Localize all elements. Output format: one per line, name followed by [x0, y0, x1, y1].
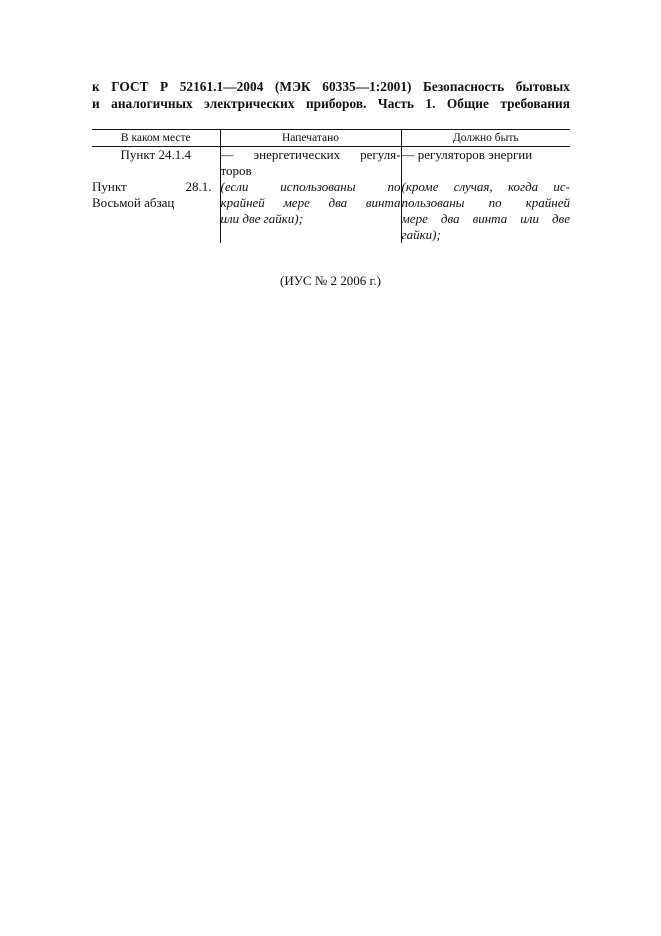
column-header-printed: Напечатано: [220, 130, 401, 147]
cell-place: [92, 179, 220, 243]
title-line-2: и аналогичных электрических приборов. Часть 1. Общие требования: [92, 96, 570, 111]
table-header-row: [92, 130, 570, 147]
column-header-should-be: Должно быть: [401, 130, 570, 147]
table-row: [92, 147, 570, 180]
should-be-line: пользованы по крайней: [401, 195, 570, 210]
cell-should-be: [401, 147, 570, 180]
printed-line: торов: [220, 163, 252, 178]
cell-printed: [220, 179, 401, 243]
should-be-line: мере два винта или две: [401, 211, 570, 226]
cell-place: Пункт 24.1.4: [120, 147, 191, 162]
should-be-line: (кроме случая, когда ис-: [401, 179, 570, 194]
correction-table: [92, 129, 570, 243]
printed-line: (если использованы по: [220, 179, 401, 194]
should-be-line: — регуляторов энергии: [401, 147, 533, 162]
document-title: [92, 78, 570, 112]
printed-line: крайней мере два винта: [220, 195, 401, 210]
column-header-place: В каком месте: [92, 130, 220, 147]
printed-line: или две гайки);: [220, 211, 303, 226]
cell-should-be: [401, 179, 570, 243]
title-line-1: к ГОСТ Р 52161.1—2004 (МЭК 60335—1:2001) Безопасность бытовых: [92, 79, 570, 94]
place-line: Пункт 28.1.: [92, 179, 212, 194]
table-row: [92, 179, 570, 243]
should-be-line: гайки);: [401, 227, 441, 242]
printed-line: — энергетических регуля-: [220, 147, 401, 162]
cell-printed: [220, 147, 401, 180]
place-line: Восьмой абзац: [92, 195, 175, 210]
source-reference: (ИУС № 2 2006 г.): [280, 273, 381, 288]
